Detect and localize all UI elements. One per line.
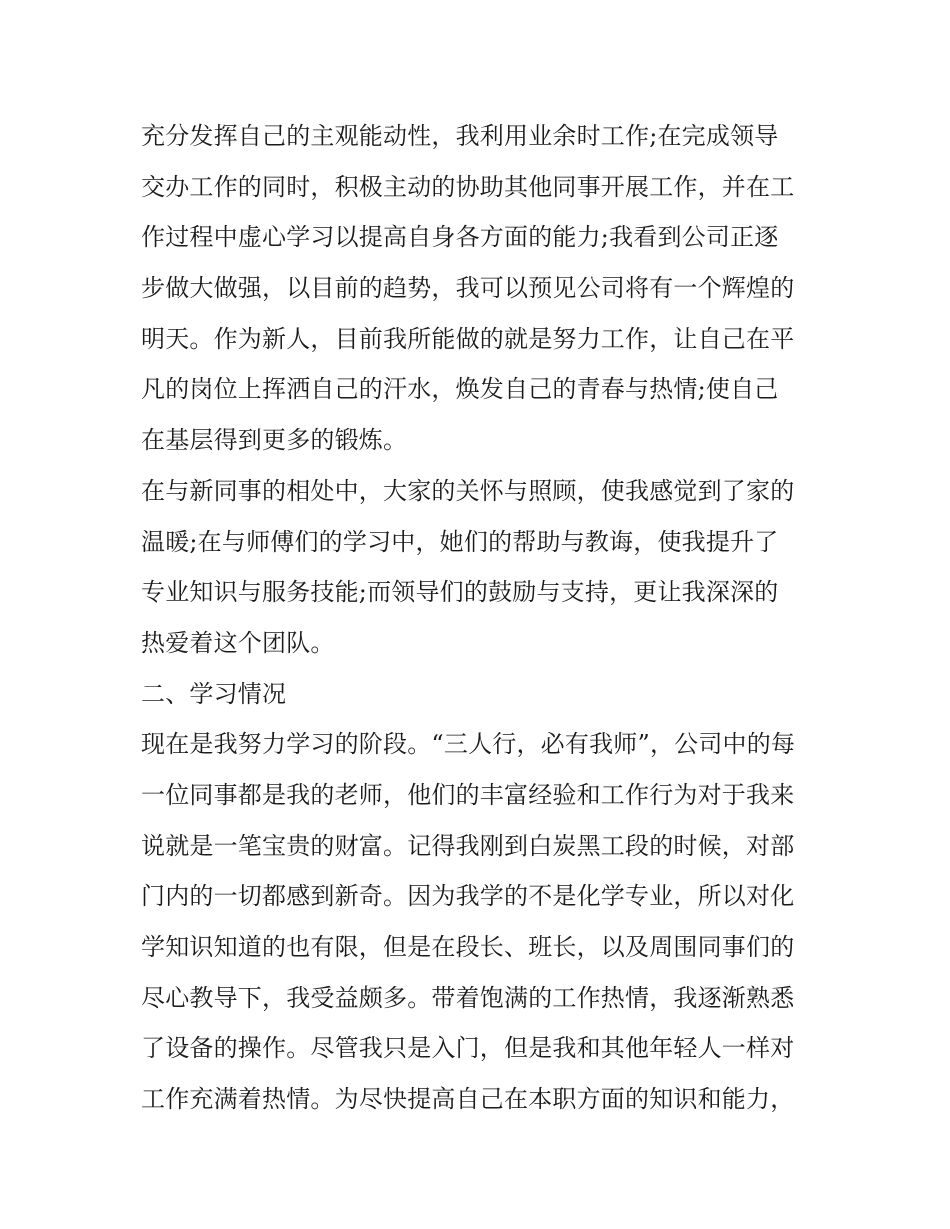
text-line: 了设备的操作。尽管我只是入门，但是我和其他年轻人一样对 xyxy=(141,1034,795,1063)
text-line: 说就是一笔宝贵的财富。记得我刚到白炭黑工段的时候，对部 xyxy=(141,831,795,860)
text-line: 尽心教导下，我受益颇多。带着饱满的工作热情，我逐渐熟悉 xyxy=(141,983,795,1012)
text-line: 温暖;在与师傅们的学习中，她们的帮助与教诲，使我提升了 xyxy=(141,527,779,556)
text-line: 工作充满着热情。为尽快提高自己在本职方面的知识和能力， xyxy=(141,1085,795,1114)
text-line: 作过程中虚心学习以提高自身各方面的能力;我看到公司正逐 xyxy=(141,223,779,252)
text-line: 一位同事都是我的老师，他们的丰富经验和工作行为对于我来 xyxy=(141,780,795,809)
document-body xyxy=(141,111,821,1125)
text-line: 凡的岗位上挥洒自己的汗水，焕发自己的青春与热情;使自己 xyxy=(141,375,779,404)
text-line: 在与新同事的相处中，大家的关怀与照顾，使我感觉到了家的 xyxy=(141,476,795,505)
text-line: 交办工作的同时，积极主动的协助其他同事开展工作，并在工 xyxy=(141,172,795,201)
text-line: 现在是我努力学习的阶段。“三人行，必有我师”，公司中的每 xyxy=(141,730,796,759)
text-line: 明天。作为新人，目前我所能做的就是努力工作，让自己在平 xyxy=(141,324,795,353)
text-line: 门内的一切都感到新奇。因为我学的不是化学专业，所以对化 xyxy=(141,882,795,911)
text-line: 在基层得到更多的锻炼。 xyxy=(141,426,408,455)
section-heading: 二、学习情况 xyxy=(141,679,287,708)
text-line: 专业知识与服务技能;而领导们的鼓励与支持，更让我深深的 xyxy=(141,578,779,607)
text-line: 热爱着这个团队。 xyxy=(141,628,335,657)
text-line: 步做大做强，以目前的趋势，我可以预见公司将有一个辉煌的 xyxy=(141,274,795,303)
text-line: 学知识知道的也有限，但是在段长、班长，以及周围同事们的 xyxy=(141,933,795,961)
text-line: 充分发挥自己的主观能动性，我利用业余时工作;在完成领导 xyxy=(141,122,779,150)
